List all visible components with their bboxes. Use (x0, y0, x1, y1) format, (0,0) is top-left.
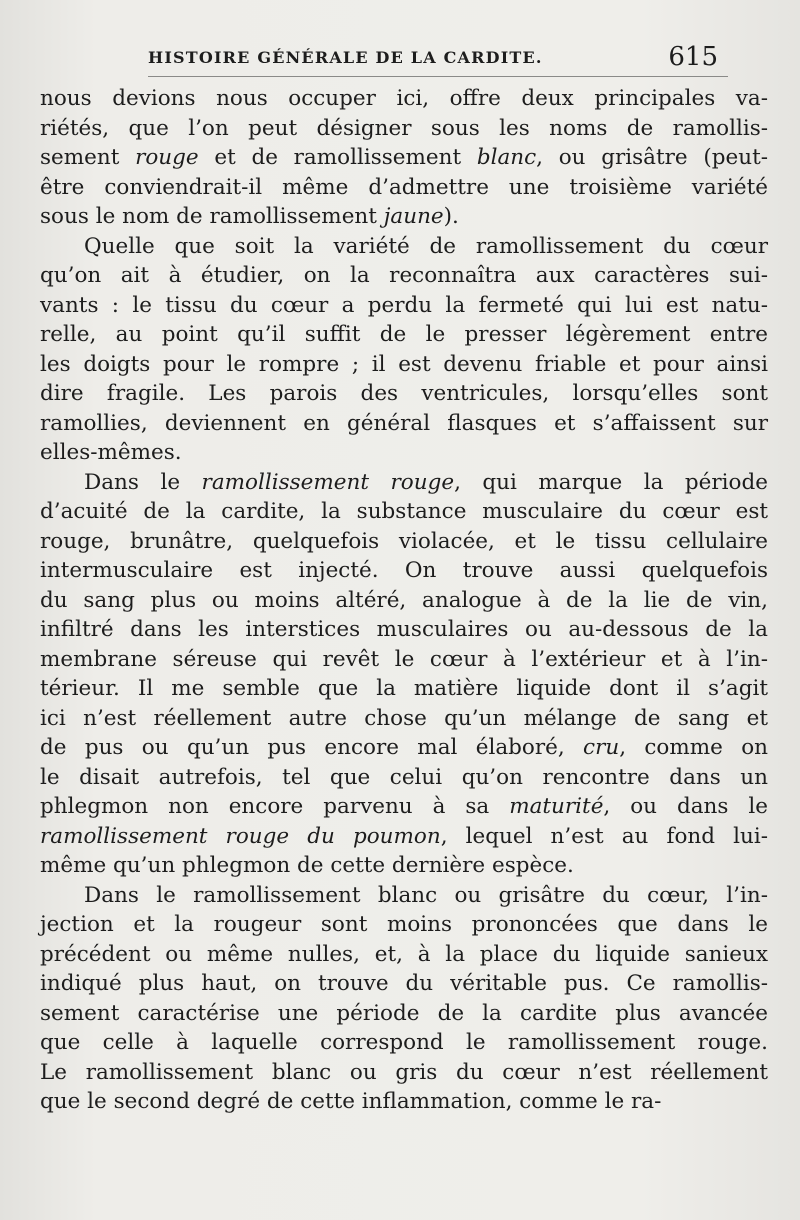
text-run: ici n’est réellement autre chose qu’un mélange de sang et (40, 705, 768, 731)
text-line (40, 615, 768, 645)
body-text (40, 84, 768, 1117)
text-run: , ou grisâtre (peut- (536, 145, 768, 170)
text-line (40, 851, 768, 881)
text-line (40, 999, 768, 1029)
text-run: même qu’un phlegmon de cette dernière espèce. (40, 853, 574, 878)
text-run: précédent ou même nulles, et, à la place du liquide sanieux (40, 941, 768, 967)
text-line (40, 291, 768, 321)
text-run: ramollies, deviennent en général flasques et s’affaissent sur (40, 410, 768, 436)
text-run: , comme on (619, 735, 768, 760)
text-run: , ou dans le (603, 794, 768, 819)
text-run: du sang plus ou moins altéré, analogue à de la lie de vin, (40, 587, 768, 613)
text-line (40, 409, 768, 439)
text-line (40, 232, 768, 262)
text-line (40, 1058, 768, 1088)
text-run: vants : le tissu du cœur a perdu la fermeté qui lui est natu- (40, 292, 768, 318)
text-line (40, 881, 768, 911)
text-line (40, 1028, 768, 1058)
text-run: jection et la rougeur sont moins prononcées que dans le (40, 912, 768, 937)
text-line (40, 822, 768, 852)
text-run: riétés, que l’on peut désigner sous les noms de ramollis- (40, 115, 768, 141)
text-line (40, 1087, 768, 1117)
text-line (40, 143, 768, 173)
text-run: sement (40, 145, 136, 170)
text-run: ). (443, 204, 459, 229)
italic-text: ramollissement rouge du poumon (40, 823, 441, 849)
text-line (40, 438, 768, 468)
italic-text: maturité (509, 794, 604, 819)
text-run: membrane séreuse qui revêt le cœur à l’extérieur et à l’in- (40, 646, 768, 672)
text-line (40, 350, 768, 380)
text-run: indiqué plus haut, on trouve du véritable pus. Ce ramollis- (40, 971, 768, 996)
text-run: qu’on ait à étudier, on la reconnaîtra aux caractères sui- (40, 263, 768, 288)
italic-text: cru (583, 735, 620, 760)
text-line (40, 261, 768, 291)
paragraph (40, 881, 768, 1117)
text-run: d’acuité de la cardite, la substance musculaire du cœur est (40, 499, 768, 524)
text-run: que celle à laquelle correspond le ramollissement rouge. (40, 1030, 768, 1055)
text-run: , qui marque la période (454, 469, 768, 495)
text-run: Quelle que soit la variété de ramollissement du cœur (84, 233, 768, 259)
text-line (40, 940, 768, 970)
text-line (40, 379, 768, 409)
italic-text: ramollissement rouge (201, 469, 455, 495)
text-run: intermusculaire est injecté. On trouve aussi quelquefois (40, 558, 768, 583)
text-line (40, 763, 768, 793)
text-run: Le ramollissement blanc ou gris du cœur n’est réellement (40, 1059, 768, 1085)
text-run: relle, au point qu’il suffit de le presser légèrement entre (40, 322, 768, 347)
text-line (40, 674, 768, 704)
text-run: le disait autrefois, tel que celui qu’on rencontre dans un (40, 764, 768, 790)
text-run: phlegmon non encore parvenu à sa (40, 794, 510, 819)
text-line (40, 468, 768, 498)
text-run: Dans le ramollissement blanc ou grisâtre du cœur, l’in- (84, 882, 768, 908)
text-run: être conviendrait-il même d’admettre une troisième variété (40, 174, 768, 200)
text-run: que le second degré de cette inflammation, comme le ra- (40, 1089, 662, 1114)
text-line (40, 733, 768, 763)
text-run: elles-mêmes. (40, 440, 182, 465)
text-run: , lequel n’est au fond lui- (440, 823, 769, 849)
paragraph (40, 232, 768, 468)
page-number: 615 (668, 42, 718, 72)
text-line (40, 114, 768, 144)
text-line (40, 586, 768, 616)
text-line (40, 910, 768, 940)
paragraph (40, 468, 768, 881)
text-line (40, 497, 768, 527)
italic-text: jaune (383, 204, 444, 229)
text-line (40, 84, 768, 114)
italic-text: rouge (135, 145, 199, 170)
page-header (148, 42, 728, 77)
italic-text: blanc (476, 145, 537, 170)
text-run: de pus ou qu’un pus encore mal élaboré, (40, 735, 584, 760)
text-run: infiltré dans les interstices musculaires ou au-dessous de la (40, 617, 768, 642)
text-line (40, 527, 768, 557)
text-run: térieur. Il me semble que la matière liquide dont il s’agit (40, 676, 768, 701)
text-line (40, 320, 768, 350)
text-run: rouge, brunâtre, quelquefois violacée, et le tissu cellulaire (40, 528, 768, 554)
text-line (40, 969, 768, 999)
text-line (40, 704, 768, 734)
running-title: HISTOIRE GÉNÉRALE DE LA CARDITE. (148, 48, 543, 67)
text-run: et de ramollissement (198, 145, 477, 170)
text-run: sement caractérise une période de la cardite plus avancée (40, 1000, 768, 1026)
paragraph (40, 84, 768, 232)
text-line (40, 556, 768, 586)
text-line (40, 173, 768, 203)
text-line (40, 645, 768, 675)
text-run: Dans le (84, 469, 202, 495)
text-run: dire fragile. Les parois des ventricules, lorsqu’elles sont (40, 381, 768, 406)
text-run: les doigts pour le rompre ; il est devenu friable et pour ainsi (40, 351, 768, 377)
text-line (40, 792, 768, 822)
text-run: sous le nom de ramollissement (40, 204, 384, 229)
text-run: nous devions nous occuper ici, offre deux principales va- (40, 86, 768, 111)
text-line (40, 202, 768, 232)
